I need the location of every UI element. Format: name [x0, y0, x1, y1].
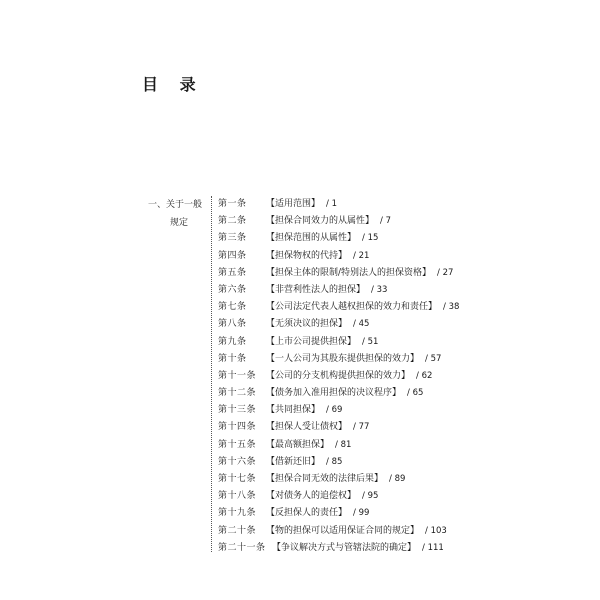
- page-number: / 21: [353, 250, 370, 261]
- page-number: / 81: [335, 439, 352, 450]
- section-heading: [148, 196, 208, 232]
- page-number: / 69: [326, 405, 343, 416]
- article-number: 第九条: [218, 336, 247, 347]
- page-title: 目 录: [142, 75, 204, 94]
- article-number: 第十一条: [218, 370, 257, 381]
- article-number: 第四条: [218, 250, 247, 261]
- page-number: / 33: [371, 284, 388, 295]
- article-title: 【公司的分支机构提供担保的效力】: [266, 370, 411, 381]
- article-number: 第三条: [218, 233, 247, 244]
- section-heading-line-2: 规定: [170, 218, 189, 228]
- article-title: 【公司法定代表人越权担保的效力和责任】: [266, 302, 438, 313]
- page-number: / 57: [425, 353, 442, 364]
- page-number: / 77: [353, 422, 370, 433]
- section-divider: [211, 196, 212, 552]
- page-number: / 62: [416, 370, 433, 381]
- article-number: 第七条: [218, 302, 247, 313]
- article-title: 【担保物权的代持】: [266, 250, 348, 261]
- toc-entry-16[interactable]: [218, 454, 459, 471]
- toc-entry-10[interactable]: [218, 351, 459, 368]
- page-number: / 51: [362, 336, 379, 347]
- article-title: 【共同担保】: [266, 405, 321, 416]
- toc-entry-4[interactable]: [218, 248, 459, 265]
- article-number: 第十五条: [218, 439, 257, 450]
- toc-entry-17[interactable]: [218, 471, 459, 488]
- section-heading-line-1: 一、关于一般: [148, 200, 203, 210]
- article-number: 第十二条: [218, 388, 257, 399]
- article-title: 【担保范围的从属性】: [266, 233, 357, 244]
- article-title: 【担保合同效力的从属性】: [266, 216, 375, 227]
- article-title: 【适用范围】: [266, 199, 321, 209]
- toc-entry-7[interactable]: [218, 299, 459, 316]
- article-number: 第十三条: [218, 405, 257, 416]
- toc-entry-5[interactable]: [218, 265, 459, 282]
- article-number: 第十九条: [218, 508, 257, 519]
- toc-entry-18[interactable]: [218, 488, 459, 505]
- toc-entry-12[interactable]: [218, 385, 459, 402]
- page-number: / 7: [380, 216, 391, 227]
- article-number: 第五条: [218, 267, 247, 278]
- article-title: 【上市公司提供担保】: [266, 336, 357, 347]
- article-title: 【无须决议的担保】: [266, 319, 348, 330]
- article-title: 【担保主体的限制/特别法人的担保资格】: [266, 267, 432, 278]
- article-number: 第二条: [218, 216, 247, 227]
- page-number: / 45: [353, 319, 370, 330]
- page-number: / 111: [422, 542, 444, 553]
- page-number: / 99: [353, 508, 370, 519]
- toc-entry-6[interactable]: [218, 282, 459, 299]
- page-number: / 1: [326, 199, 337, 209]
- page-number: / 15: [362, 233, 379, 244]
- article-number: 第一条: [218, 199, 247, 209]
- toc-entry-8[interactable]: [218, 316, 459, 333]
- article-number: 第十四条: [218, 422, 257, 433]
- article-number: 第六条: [218, 284, 247, 295]
- article-number: 第二十条: [218, 525, 257, 536]
- toc-entry-2[interactable]: [218, 213, 459, 230]
- page-number: / 38: [443, 302, 460, 313]
- article-number: 第十七条: [218, 474, 257, 484]
- toc-entry-14[interactable]: [218, 419, 459, 436]
- page-number: / 27: [437, 267, 454, 278]
- toc-entry-9[interactable]: [218, 334, 459, 351]
- article-title: 【担保合同无效的法律后果】: [266, 474, 384, 484]
- toc-entry-19[interactable]: [218, 505, 459, 522]
- article-title: 【担保人受让债权】: [266, 422, 348, 433]
- article-title: 【非营利性法人的担保】: [266, 284, 366, 295]
- article-number: 第十八条: [218, 491, 257, 502]
- article-number: 第二十一条: [218, 542, 266, 553]
- page-number: / 89: [389, 474, 406, 484]
- article-title: 【物的担保可以适用保证合同的规定】: [266, 525, 420, 536]
- page-number: / 65: [407, 388, 424, 399]
- article-title: 【反担保人的责任】: [266, 508, 348, 519]
- toc-entry-3[interactable]: [218, 230, 459, 247]
- toc-entry-20[interactable]: [218, 523, 459, 540]
- article-title: 【争议解决方式与管辖法院的确定】: [272, 542, 417, 553]
- article-title: 【债务加入准用担保的决议程序】: [266, 388, 402, 399]
- article-title: 【借新还旧】: [266, 456, 321, 467]
- page-number: / 85: [326, 456, 343, 467]
- toc-entry-13[interactable]: [218, 402, 459, 419]
- article-title: 【对债务人的追偿权】: [266, 491, 357, 502]
- toc-entry-1[interactable]: [218, 196, 459, 213]
- article-number: 第十六条: [218, 456, 257, 467]
- toc-entry-11[interactable]: [218, 368, 459, 385]
- toc-entry-21[interactable]: [218, 540, 459, 557]
- article-title: 【最高额担保】: [266, 439, 330, 450]
- page-number: / 103: [425, 525, 447, 536]
- article-number: 第八条: [218, 319, 247, 330]
- article-number: 第十条: [218, 353, 247, 364]
- toc-entry-15[interactable]: [218, 437, 459, 454]
- page-number: / 95: [362, 491, 379, 502]
- toc-list: [218, 196, 459, 557]
- article-title: 【一人公司为其股东提供担保的效力】: [266, 353, 420, 364]
